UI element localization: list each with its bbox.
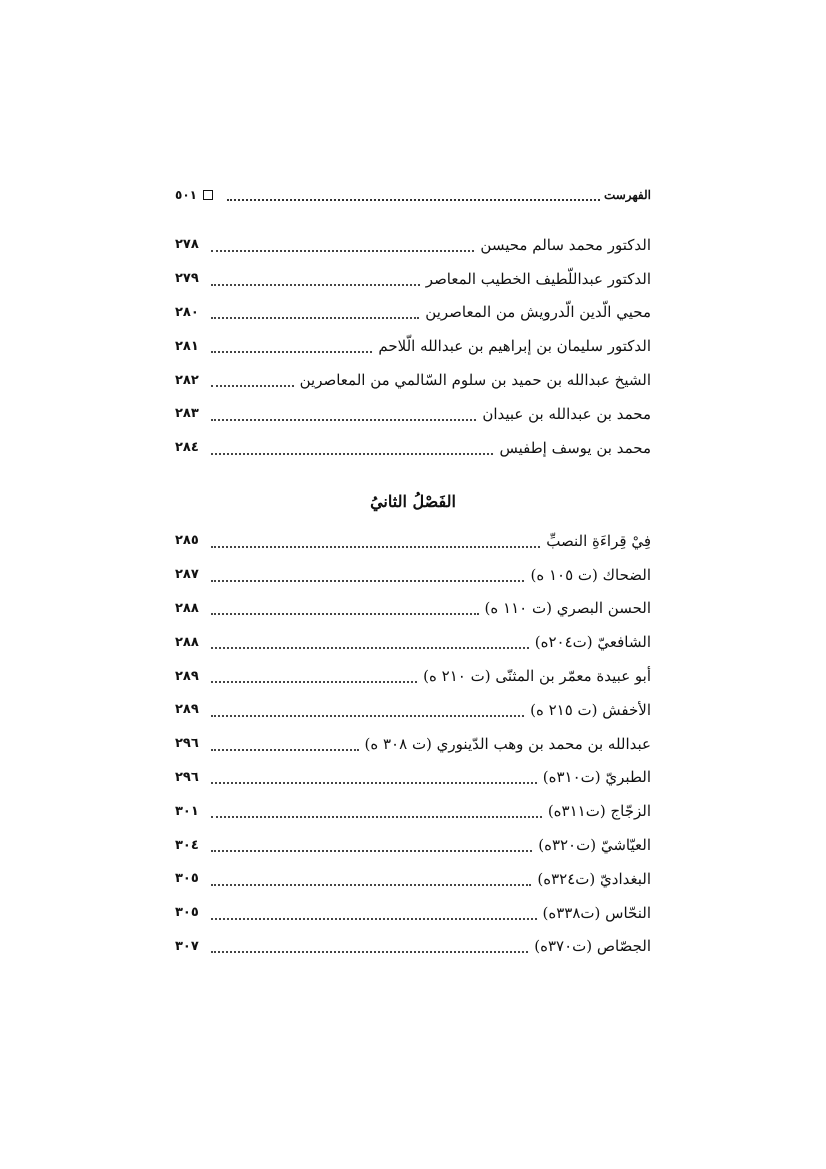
toc-entry-page: ٢٩٦ [175, 736, 199, 752]
toc-entry-label: الجصّاص (ت٣٧٠ه) [534, 937, 651, 956]
leader-dots [211, 568, 524, 582]
toc-entry[interactable] [175, 397, 651, 431]
toc-section-1 [175, 228, 651, 465]
toc-entry[interactable] [175, 363, 651, 397]
toc-entry-label: الشيخ عبدالله بن حميد بن سلوم السّالمي من المعاصرين [299, 371, 651, 390]
toc-entry-label: أبو عبيدة معمّر بن المثنّى (ت ٢١٠ ه) [423, 667, 651, 686]
leader-dots [211, 872, 531, 886]
toc-entry[interactable] [175, 296, 651, 330]
toc-entry-label: محمد بن عبدالله بن عبيدان [482, 404, 651, 423]
toc-entry-page: ٢٧٨ [175, 237, 199, 253]
toc-entry[interactable] [175, 727, 651, 761]
toc-entry-page: ٢٨٨ [175, 600, 199, 616]
toc-entry-page: ٢٧٩ [175, 271, 199, 287]
toc-entry-label: الدكتور عبداللّطيف الخطيب المعاصر [425, 269, 651, 288]
toc-entry-page: ٣٠٥ [175, 871, 199, 887]
toc-entry-page: ٢٨٨ [175, 634, 199, 650]
leader-dots [211, 770, 537, 784]
toc-entry-page: ٣٠٥ [175, 905, 199, 921]
toc-entry[interactable] [175, 862, 651, 896]
toc-entry-label: محيي الّدين الّدرويش من المعاصرين [425, 303, 651, 322]
leader-dots [211, 601, 479, 615]
toc-entry-page: ٢٨٩ [175, 668, 199, 684]
toc-entry[interactable] [175, 329, 651, 363]
toc-entry[interactable] [175, 930, 651, 964]
toc-entry-label: العيّاشيّ (ت٣٢٠ه) [538, 836, 651, 855]
toc-entry-label: الأخفش (ت ٢١٥ ه) [530, 700, 651, 719]
leader-dots [211, 339, 372, 353]
toc-entry-page: ٢٨٩ [175, 702, 199, 718]
toc-entry[interactable] [175, 761, 651, 795]
leader-dots [211, 939, 528, 953]
running-header-title: الفهرست [603, 188, 651, 202]
toc-entry[interactable] [175, 558, 651, 592]
leader-dots [211, 407, 476, 421]
running-header [175, 183, 651, 207]
toc-entry-page: ٢٨٢ [175, 372, 199, 388]
toc-entry[interactable] [175, 592, 651, 626]
leader-dots [211, 373, 294, 387]
toc-entry-page: ٣٠٧ [175, 938, 199, 954]
leader-dots [211, 635, 529, 649]
toc-entry-label: الضحاك (ت ١٠٥ ه) [530, 565, 651, 584]
chapter-heading: الفَصْلُ الثانيُ [370, 492, 456, 511]
toc-entry-page: ٢٨٠ [175, 304, 199, 320]
book-page [175, 0, 651, 1169]
leader-dots [211, 703, 524, 717]
toc-entry-label: الدكتور سليمان بن إبراهيم بن عبدالله الّلاحم [378, 337, 651, 356]
toc-entry-label: البغداديّ (ت٣٢٤ه) [537, 869, 651, 888]
toc-entry-label: النحّاس (ت٣٣٨ه) [542, 903, 651, 922]
toc-entry-label: الحسن البصري (ت ١١٠ ه) [484, 599, 651, 618]
toc-entry-label: الطبريّ (ت٣١٠ه) [542, 768, 651, 787]
toc-entry-label: الشافعيّ (ت٢٠٤ه) [534, 633, 651, 652]
toc-entry-page: ٢٨٧ [175, 567, 199, 583]
toc-entry-label: عبدالله بن محمد بن وهب الدّينوري (ت ٣٠٨ ه) [364, 734, 651, 753]
toc-entry[interactable] [175, 262, 651, 296]
toc-entry-page: ٣٠١ [175, 803, 199, 819]
leader-dots [211, 804, 542, 818]
toc-entry-page: ٢٨١ [175, 338, 199, 354]
toc-entry-label: فِيْ قِراءَةِ النصبِّ [546, 531, 651, 550]
leader-dots [211, 838, 532, 852]
leader-dots [211, 441, 493, 455]
leader-dots [211, 272, 420, 286]
toc-entry-page: ٢٩٦ [175, 769, 199, 785]
leader-dots [211, 737, 359, 751]
toc-entry-label: الزجّاج (ت٣١١ه) [547, 802, 651, 821]
leader-dots [211, 305, 419, 319]
toc-entry[interactable] [175, 659, 651, 693]
toc-entry-page: ٢٨٤ [175, 440, 199, 456]
toc-entry-page: ٣٠٤ [175, 837, 199, 853]
toc-entry[interactable] [175, 896, 651, 930]
leader-dots [227, 189, 600, 201]
toc-entry[interactable] [175, 524, 651, 558]
toc-entry-label: محمد بن يوسف إطفيس [499, 438, 651, 457]
toc-entry-page: ٢٨٣ [175, 406, 199, 422]
toc-entry[interactable] [175, 625, 651, 659]
leader-dots [211, 238, 474, 252]
toc-entry[interactable] [175, 794, 651, 828]
leader-dots [211, 669, 417, 683]
leader-dots [211, 534, 540, 548]
toc-entry-page: ٢٨٥ [175, 533, 199, 549]
toc-entry[interactable] [175, 693, 651, 727]
square-bullet-icon [203, 190, 213, 200]
leader-dots [211, 906, 537, 920]
toc-section-2 [175, 524, 651, 963]
running-header-page-number: ٥٠١ [175, 188, 197, 202]
toc-entry[interactable] [175, 431, 651, 465]
toc-entry[interactable] [175, 828, 651, 862]
toc-entry[interactable] [175, 228, 651, 262]
toc-entry-label: الدكتور محمد سالم محيسن [480, 235, 651, 254]
